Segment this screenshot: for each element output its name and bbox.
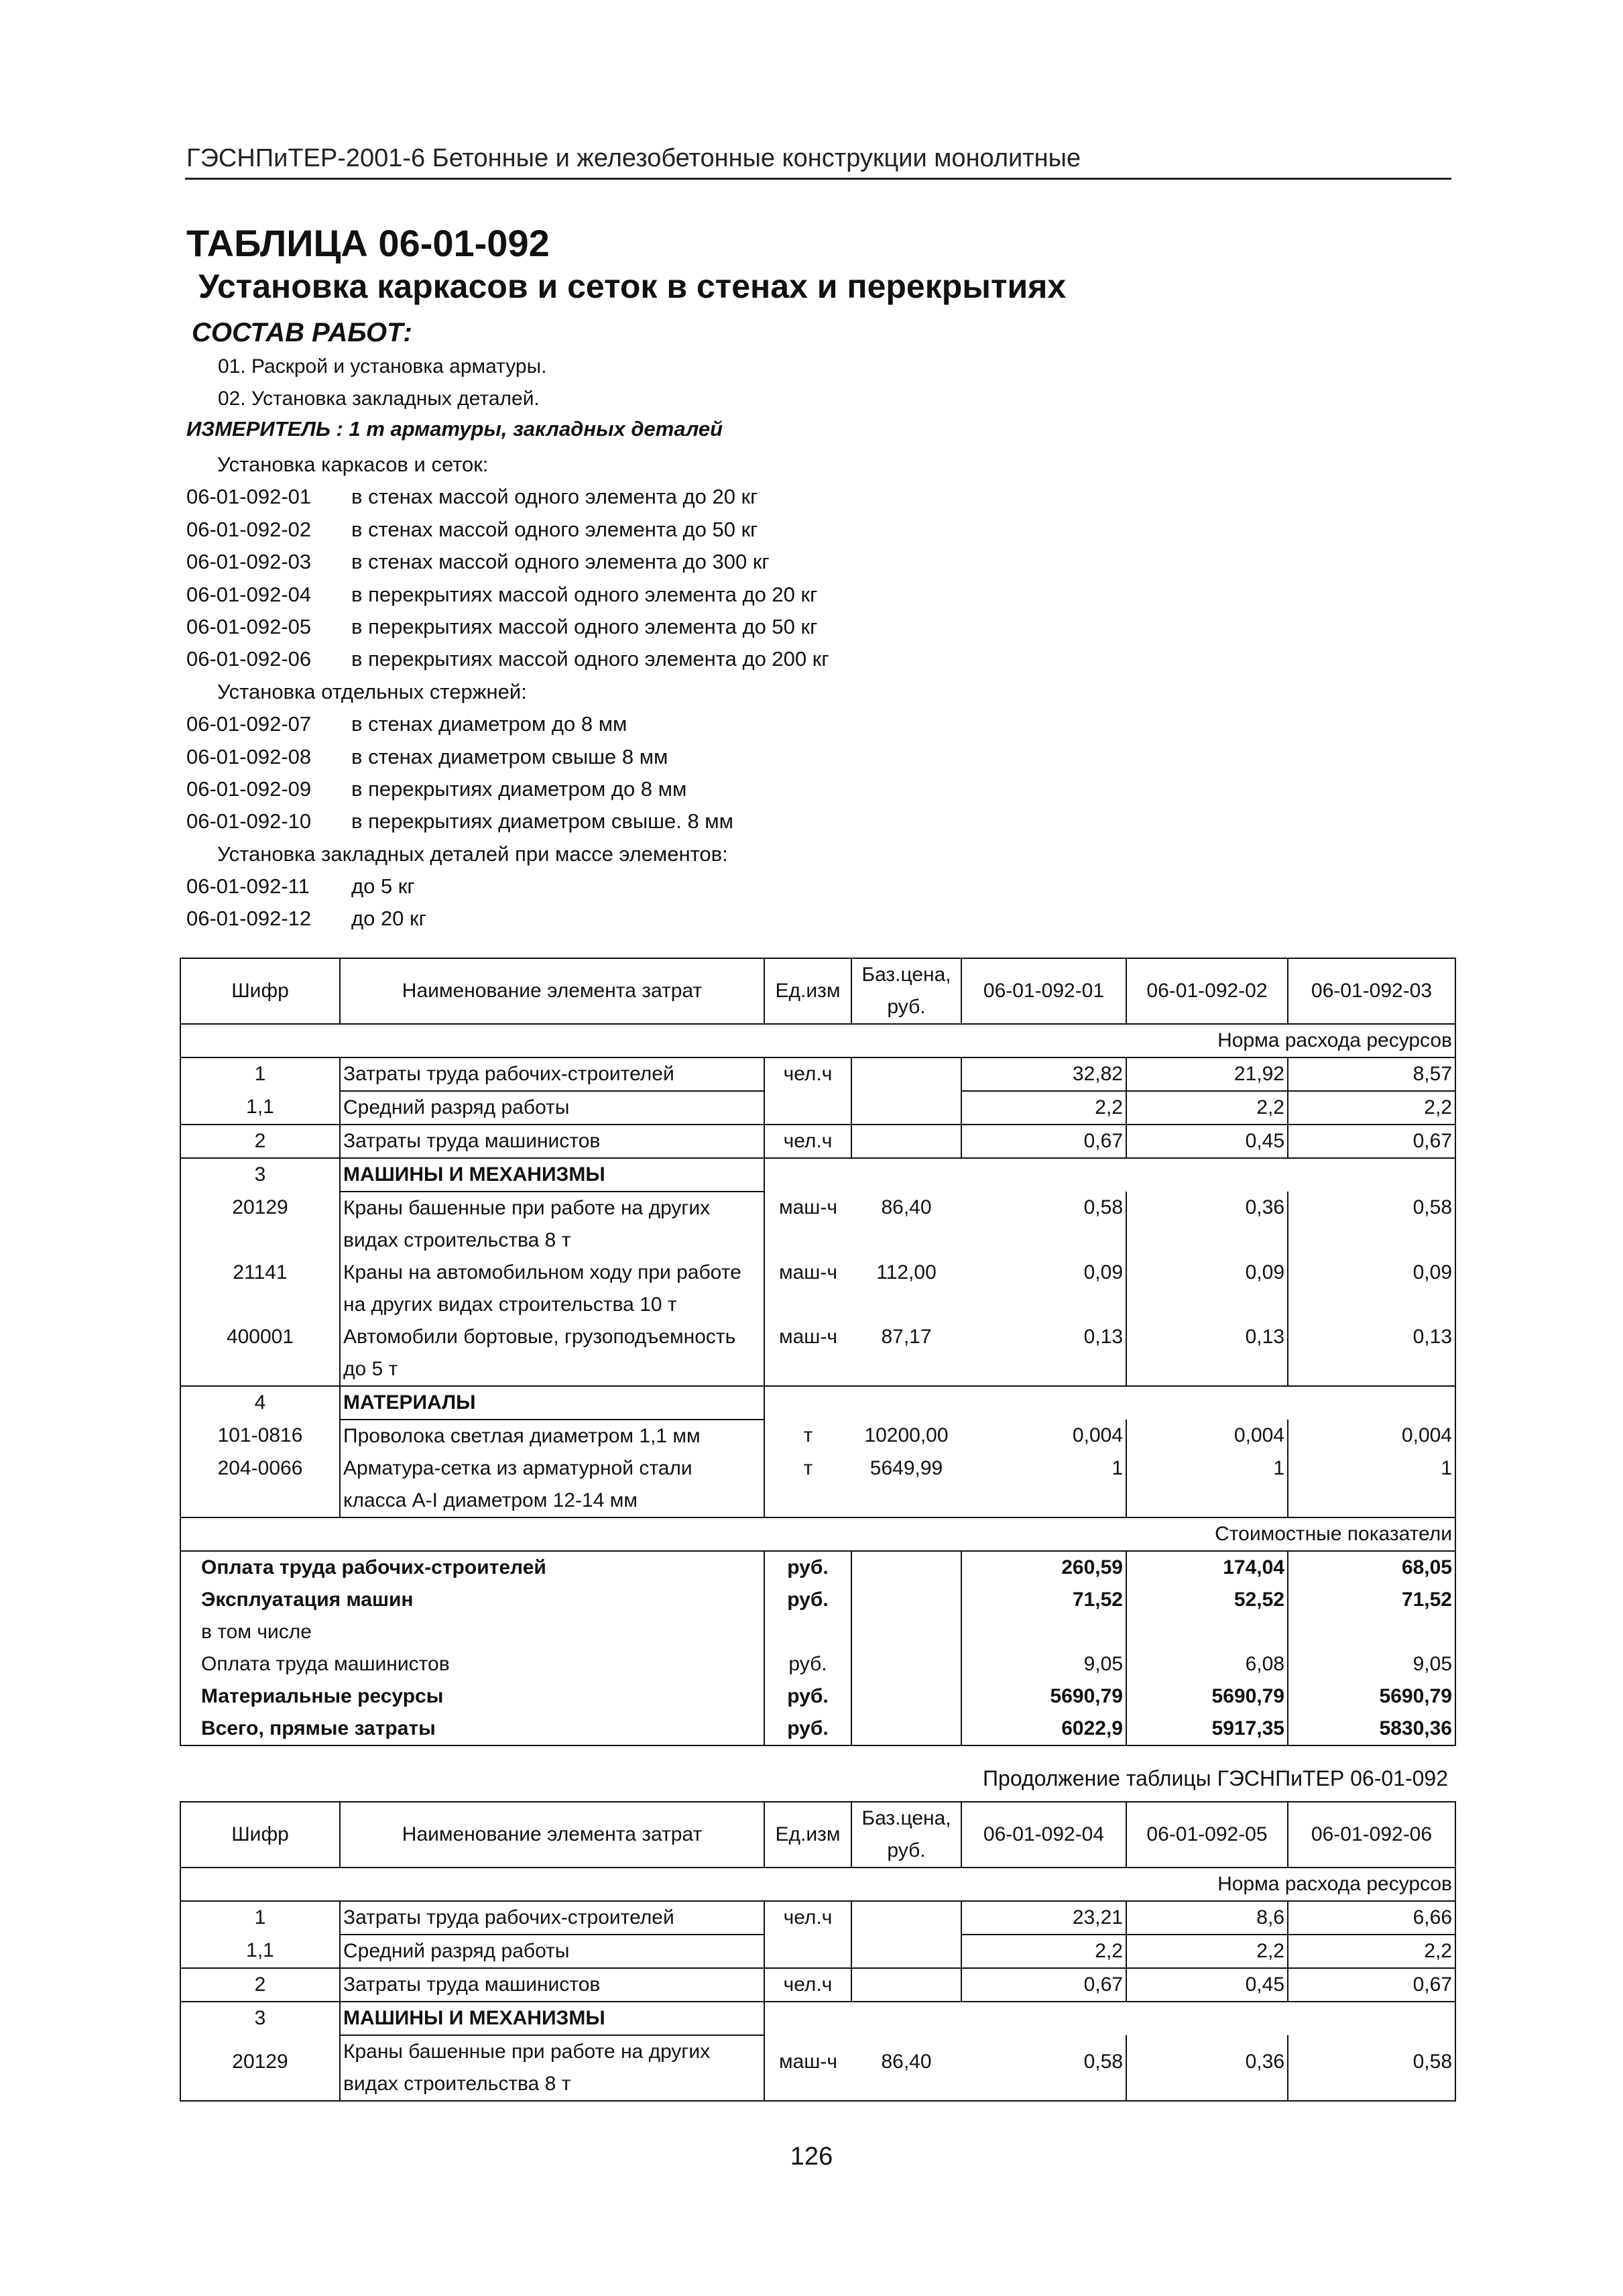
cost-value: 260,59 xyxy=(961,1551,1126,1584)
cost-value xyxy=(1126,1616,1288,1648)
cell-shifr: 1 xyxy=(180,1057,340,1091)
cell-price: 10200,00 xyxy=(864,1424,949,1446)
cell-price xyxy=(851,1901,961,1935)
cost-value: 71,52 xyxy=(961,1584,1126,1616)
code: 06-01-092-03 xyxy=(186,550,312,574)
cell-value: 1 xyxy=(1288,1452,1455,1517)
cell-value: 2,2 xyxy=(1288,1935,1455,1968)
cell-unit: чел.ч xyxy=(764,1057,851,1091)
code-row xyxy=(186,514,1125,546)
cost-value: 5830,36 xyxy=(1288,1713,1455,1745)
code-row xyxy=(186,805,1125,838)
cell-value: 0,67 xyxy=(1288,1968,1455,2002)
cell-shifr: 4 xyxy=(180,1386,340,1420)
cell-value: 0,58 xyxy=(1288,1192,1455,1257)
cost-row xyxy=(180,1648,1455,1680)
cost-row xyxy=(180,1616,1455,1648)
cost-value: 68,05 xyxy=(1288,1551,1455,1584)
cell-value: 0,36 xyxy=(1126,2035,1288,2101)
cell-shifr: 1,1 xyxy=(180,1935,340,1968)
cell-value: 0,45 xyxy=(1126,1968,1288,2002)
code: 06-01-092-11 xyxy=(186,874,310,899)
cell-value: 2,2 xyxy=(1126,1935,1288,1968)
section-row xyxy=(180,1386,1455,1420)
cell-value: 0,67 xyxy=(1288,1125,1455,1158)
cell-shifr: 400001 xyxy=(180,1321,340,1386)
table-row xyxy=(180,1321,1455,1386)
code: 06-01-092-08 xyxy=(186,744,312,768)
table-row xyxy=(180,1452,1455,1517)
cell-value: 0,004 xyxy=(1288,1420,1455,1452)
col-header-unit: Ед.изм xyxy=(764,958,851,1024)
col-header-unit: Ед.изм xyxy=(764,1802,851,1868)
cost-unit xyxy=(764,1616,851,1648)
cell-value: 0,67 xyxy=(961,1968,1126,2002)
cell-price xyxy=(851,1968,961,2002)
col-header-code: 06-01-092-06 xyxy=(1288,1802,1455,1868)
cell-price xyxy=(851,1091,961,1125)
code-desc: в перекрытиях массой одного элемента до 20 кг xyxy=(351,582,818,606)
norma-label: Норма расхода ресурсов xyxy=(180,1868,1455,1901)
cell-value xyxy=(961,1386,1126,1420)
cost-name: Материальные ресурсы xyxy=(180,1680,764,1713)
code: 06-01-092-10 xyxy=(186,809,312,834)
code-desc: в перекрытиях массой одного элемента до 200 кг xyxy=(351,647,829,671)
cell-value xyxy=(1126,2002,1288,2035)
cell-value: 0,36 xyxy=(1126,1192,1288,1257)
cell-value xyxy=(1288,1386,1455,1420)
cost-value: 9,05 xyxy=(1288,1648,1455,1680)
cost-unit: руб. xyxy=(764,1584,851,1616)
cell-shifr: 2 xyxy=(180,1125,340,1158)
cell-value: 1 xyxy=(961,1452,1126,1517)
cell-name: Затраты труда машинистов xyxy=(340,1125,764,1158)
table-row xyxy=(180,1257,1455,1321)
cell-price: 112,00 xyxy=(876,1261,937,1283)
table-subtitle: Установка каркасов и сеток в стенах и перекрытиях xyxy=(198,268,1067,305)
cell-unit: т xyxy=(764,1420,851,1452)
cell-value: 2,2 xyxy=(961,1935,1126,1968)
cell-name: Краны на автомобильном ходу при работе на других видах строительства 10 т xyxy=(340,1257,764,1321)
cost-value: 52,52 xyxy=(1126,1584,1288,1616)
code: 06-01-092-07 xyxy=(186,712,312,736)
col-header-price: Баз.цена, руб. xyxy=(851,1802,961,1868)
cell-price: 87,17 xyxy=(851,1321,961,1386)
cell-unit xyxy=(764,1158,851,1192)
table-row xyxy=(180,1935,1455,1968)
cell-unit: чел.ч xyxy=(764,1125,851,1158)
code-row xyxy=(186,546,1125,578)
cell-name: Автомобили бортовые, грузоподъемность до 5 т xyxy=(340,1321,764,1386)
code-desc: до 5 кг xyxy=(351,874,415,899)
code-desc: в стенах диаметром свыше 8 мм xyxy=(351,744,668,768)
cell-price xyxy=(851,1158,961,1192)
cell-price: 86,40 xyxy=(881,1196,932,1218)
table-row xyxy=(180,1057,1455,1091)
col-header-name: Наименование элемента затрат xyxy=(340,1802,764,1868)
cost-price xyxy=(851,1584,961,1616)
cell-name: Средний разряд работы xyxy=(340,1935,764,1968)
section-title: МАТЕРИАЛЫ xyxy=(340,1386,764,1420)
cell-unit: маш-ч xyxy=(764,2035,851,2101)
code-row xyxy=(186,903,1125,935)
cost-value: 174,04 xyxy=(1126,1551,1288,1584)
cell-shifr: 1,1 xyxy=(180,1091,340,1125)
cost-unit: руб. xyxy=(764,1680,851,1713)
norma-label: Норма расхода ресурсов xyxy=(180,1024,1455,1057)
table-row xyxy=(180,1192,1455,1257)
cell-value: 1 xyxy=(1126,1452,1288,1517)
cell-price: 5649,99 xyxy=(851,1452,961,1517)
cost-value: 5690,79 xyxy=(1288,1680,1455,1713)
cost-label-row xyxy=(180,1517,1455,1551)
table-row xyxy=(180,2035,1455,2101)
continuation-note: Продолжение таблицы ГЭСНПиТЕР 06-01-092 xyxy=(983,1766,1448,1790)
code-desc: в перекрытиях диаметром до 8 мм xyxy=(351,777,687,801)
cost-price xyxy=(851,1616,961,1648)
cell-value: 8,6 xyxy=(1126,1901,1288,1935)
cell-unit: чел.ч xyxy=(764,1901,851,1935)
cost-value: 5690,79 xyxy=(1126,1680,1288,1713)
table-title: ТАБЛИЦА 06-01-092 xyxy=(186,222,550,264)
cell-shifr: 20129 xyxy=(180,2035,340,2101)
cell-value xyxy=(1126,1158,1288,1192)
cell-value: 0,09 xyxy=(1288,1257,1455,1321)
cell-value: 32,82 xyxy=(961,1057,1126,1091)
cost-name: Всего, прямые затраты xyxy=(180,1713,764,1745)
code-row xyxy=(186,481,1125,513)
code-desc: в стенах массой одного элемента до 300 кг xyxy=(351,550,770,574)
table-row xyxy=(180,1968,1455,2002)
cell-value: 0,58 xyxy=(961,1192,1126,1257)
cost-value xyxy=(961,1616,1126,1648)
cost-name: в том числе xyxy=(180,1616,764,1648)
code-row xyxy=(186,773,1125,805)
code-row xyxy=(186,708,1125,740)
code-desc: в стенах массой одного элемента до 50 кг xyxy=(351,517,758,541)
cell-value: 0,004 xyxy=(961,1420,1126,1452)
table-row xyxy=(180,1091,1455,1125)
code-row xyxy=(186,611,1125,643)
cell-value: 0,67 xyxy=(961,1125,1126,1158)
section-title: МАШИНЫ И МЕХАНИЗМЫ xyxy=(340,2002,764,2035)
cell-shifr: 3 xyxy=(180,2002,340,2035)
cell-shifr: 1 xyxy=(180,1901,340,1935)
cell-value: 0,13 xyxy=(961,1321,1126,1386)
cell-price xyxy=(851,1386,961,1420)
cost-value: 6022,9 xyxy=(961,1713,1126,1745)
cell-unit xyxy=(764,1386,851,1420)
table-row xyxy=(180,1125,1455,1158)
code: 06-01-092-12 xyxy=(186,907,312,931)
code-desc: в стенах массой одного элемента до 20 кг xyxy=(351,485,758,509)
cell-name: Средний разряд работы xyxy=(340,1091,764,1125)
cell-price xyxy=(851,2002,961,2035)
code-desc: в перекрытиях диаметром свыше. 8 мм xyxy=(351,809,733,834)
cell-unit xyxy=(764,1091,851,1125)
cost-value: 9,05 xyxy=(961,1648,1126,1680)
col-header-code: 06-01-092-01 xyxy=(961,958,1126,1024)
cell-shifr: 21141 xyxy=(180,1257,340,1321)
code-group-label: Установка каркасов и сеток: xyxy=(217,453,489,476)
cell-value: 0,13 xyxy=(1288,1321,1455,1386)
cost-price xyxy=(851,1551,961,1584)
col-header-shifr: Шифр xyxy=(180,958,340,1024)
cell-value: 0,13 xyxy=(1126,1321,1288,1386)
cell-price xyxy=(851,1057,961,1091)
cell-price xyxy=(851,1125,961,1158)
cost-price xyxy=(851,1713,961,1745)
sostav-label: СОСТАВ РАБОТ: xyxy=(192,318,412,347)
cell-value xyxy=(961,2002,1126,2035)
cost-name: Оплата труда рабочих-строителей xyxy=(180,1551,764,1584)
cost-value: 5917,35 xyxy=(1126,1713,1288,1745)
cell-value xyxy=(1126,1386,1288,1420)
cell-value: 0,58 xyxy=(961,2035,1126,2101)
cell-value xyxy=(1288,1158,1455,1192)
col-header-name: Наименование элемента затрат xyxy=(340,958,764,1024)
cell-shifr: 204-0066 xyxy=(180,1452,340,1517)
cost-value xyxy=(1288,1616,1455,1648)
cell-value: 8,57 xyxy=(1288,1057,1455,1091)
cell-name: Краны башенные при работе на других видах строительства 8 т xyxy=(340,2035,764,2101)
cell-value: 2,2 xyxy=(961,1091,1126,1125)
cell-value: 0,09 xyxy=(1126,1257,1288,1321)
cell-shifr: 3 xyxy=(180,1158,340,1192)
page-number: 126 xyxy=(790,2142,833,2171)
cell-value: 23,21 xyxy=(961,1901,1126,1935)
code-list xyxy=(186,449,1125,935)
cell-shifr: 20129 xyxy=(180,1192,340,1257)
cost-name: Оплата труда машинистов xyxy=(180,1648,764,1680)
cell-value xyxy=(961,1158,1126,1192)
cost-price xyxy=(851,1648,961,1680)
cost-row xyxy=(180,1551,1455,1584)
resource-table-1 xyxy=(180,958,1456,1746)
cost-price xyxy=(851,1680,961,1713)
norma-row xyxy=(180,1024,1455,1057)
header-rule xyxy=(185,178,1451,180)
col-header-code: 06-01-092-02 xyxy=(1126,958,1288,1024)
cell-unit: маш-ч xyxy=(764,1192,851,1257)
code: 06-01-092-05 xyxy=(186,614,312,638)
cell-name: Краны башенные при работе на других видах строительства 8 т xyxy=(340,1192,764,1257)
cell-value: 0,58 xyxy=(1288,2035,1455,2101)
cell-unit: чел.ч xyxy=(764,1968,851,2002)
work-item: 01. Раскрой и установка арматуры. xyxy=(218,355,547,378)
code: 06-01-092-04 xyxy=(186,582,312,606)
cell-value: 0,004 xyxy=(1126,1420,1288,1452)
izmeritel-line: ИЗМЕРИТЕЛЬ : 1 т арматуры, закладных деталей xyxy=(186,417,723,441)
code-row xyxy=(186,741,1125,773)
code-desc: в перекрытиях массой одного элемента до 50 кг xyxy=(351,614,818,638)
cell-unit xyxy=(764,1935,851,1968)
cell-unit: т xyxy=(764,1452,851,1517)
cell-unit: маш-ч xyxy=(764,1257,851,1321)
cost-row xyxy=(180,1584,1455,1616)
cost-name: Эксплуатация машин xyxy=(180,1584,764,1616)
section-title: МАШИНЫ И МЕХАНИЗМЫ xyxy=(340,1158,764,1192)
code: 06-01-092-06 xyxy=(186,647,312,671)
cell-name: Арматура-сетка из арматурной стали класса А-I диаметром 12-14 мм xyxy=(340,1452,764,1517)
cell-unit: маш-ч xyxy=(764,1321,851,1386)
section-row xyxy=(180,2002,1455,2035)
table-header-row xyxy=(180,958,1455,1024)
table-header-row xyxy=(180,1802,1455,1868)
cost-row xyxy=(180,1680,1455,1713)
cell-unit xyxy=(764,2002,851,2035)
code-row xyxy=(186,870,1125,903)
col-header-price: Баз.цена, руб. xyxy=(851,958,961,1024)
code-row xyxy=(186,643,1125,675)
table-row xyxy=(180,1420,1455,1452)
cost-unit: руб. xyxy=(764,1648,851,1680)
code-group-label: Установка закладных деталей при массе элементов: xyxy=(217,842,728,866)
col-header-code: 06-01-092-03 xyxy=(1288,958,1455,1024)
cell-shifr: 101-0816 xyxy=(180,1420,340,1452)
code-desc: в стенах диаметром до 8 мм xyxy=(351,712,627,736)
cost-unit: руб. xyxy=(764,1713,851,1745)
col-header-code: 06-01-092-04 xyxy=(961,1802,1126,1868)
cell-name: Затраты труда машинистов xyxy=(340,1968,764,2002)
cell-value: 2,2 xyxy=(1288,1091,1455,1125)
cell-value: 6,66 xyxy=(1288,1901,1455,1935)
col-header-shifr: Шифр xyxy=(180,1802,340,1868)
resource-table-2 xyxy=(180,1801,1456,2102)
col-header-code: 06-01-092-05 xyxy=(1126,1802,1288,1868)
cell-shifr: 2 xyxy=(180,1968,340,2002)
table-row xyxy=(180,1901,1455,1935)
cell-name: Затраты труда рабочих-строителей xyxy=(340,1057,764,1091)
code: 06-01-092-09 xyxy=(186,777,312,801)
cell-value: 0,09 xyxy=(961,1257,1126,1321)
cell-price xyxy=(851,1935,961,1968)
cost-value: 6,08 xyxy=(1126,1648,1288,1680)
cell-name: Проволока светлая диаметром 1,1 мм xyxy=(340,1420,764,1452)
cost-label: Стоимостные показатели xyxy=(180,1517,1455,1551)
running-header: ГЭСНПиТЕР-2001-6 Бетонные и железобетонные конструкции монолитные xyxy=(186,144,1081,172)
code-group-label: Установка отдельных стержней: xyxy=(217,679,527,703)
cost-unit: руб. xyxy=(764,1551,851,1584)
cell-value xyxy=(1288,2002,1455,2035)
cell-value: 0,45 xyxy=(1126,1125,1288,1158)
cell-price: 86,40 xyxy=(851,2035,961,2101)
cost-row xyxy=(180,1713,1455,1745)
section-row xyxy=(180,1158,1455,1192)
work-item: 02. Установка закладных деталей. xyxy=(218,388,540,410)
code: 06-01-092-02 xyxy=(186,517,312,541)
norma-row xyxy=(180,1868,1455,1901)
code-row xyxy=(186,579,1125,611)
cell-value: 2,2 xyxy=(1126,1091,1288,1125)
cost-value: 71,52 xyxy=(1288,1584,1455,1616)
code-desc: до 20 кг xyxy=(351,907,426,931)
cell-value: 21,92 xyxy=(1126,1057,1288,1091)
cost-value: 5690,79 xyxy=(961,1680,1126,1713)
code: 06-01-092-01 xyxy=(186,485,312,509)
cell-name: Затраты труда рабочих-строителей xyxy=(340,1901,764,1935)
